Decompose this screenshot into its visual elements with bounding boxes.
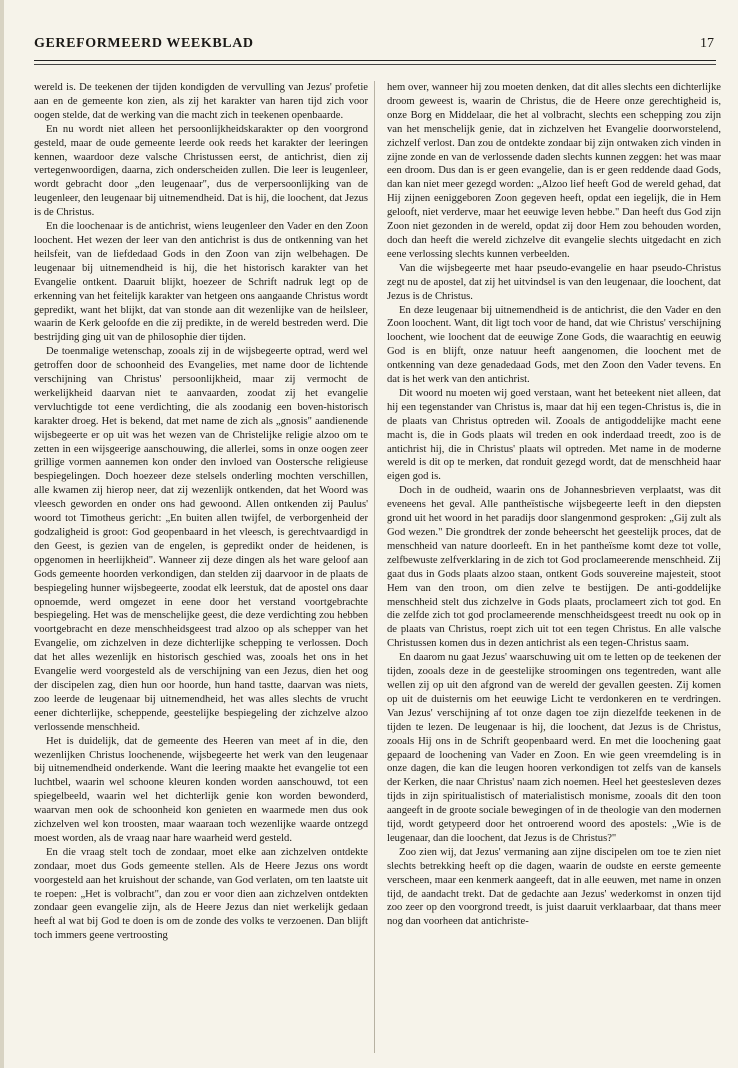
paragraph: Doch in de oudheid, waarin ons de Johannesbrieven verplaatst, was dit eveneens het geval. Alle pantheïstische wijsbegeerte leeft in den diepsten grond uit het woord in het paradijs door slangenmond gesproken: „Gij zult als God wezen." Die grondtrek der zonde beheerscht het geestelijk proces, dat de menschheid van nature doorleeft. En in het pantheïsme komt deze tot volle, zelfbewuste zelfverklaring in de zich tot God proclameerende menschheid. Zij gaat dus in Gods plaats alzoo staan, ontkent Gods souvereine majesteit, stoot Hem van den troon, om dien zelve te bestijgen. De anti-goddelijke menschheid stelt dus zichzelve in Gods plaats, proclameert zich tot god. En die zelfde zich tot god proclameerende menschheidsgeest treedt nu ook op in de plaats van Christus, roept zich uit tot een tegen Christus. En alle valsche Christussen komen dus in dezen antichrist als een tegen-Christus saam. bbox=[387, 485, 721, 650]
paragraph: En die vraag stelt toch de zondaar, moet elke aan zichzelven ontdekte zondaar, moet dus Gods gemeente stellen. Als de Heere Jezus ons wordt voorgesteld aan het kruishout der schande, van God verlaten, om ten laatste uit te roepen: „Het is volbracht", dan zou er voor dien aan zichzelven ontdekten zondaar geen evangelie zijn, als de Heere Jezus dan niet werkelijk gedaan heeft al wat bij God te doen is om de zonde des volks te verzoenen. Dan blijft toch immers geene vertroosting bbox=[34, 846, 368, 942]
paragraph: En nu wordt niet alleen het persoonlijkheidskarakter op den voorgrond gesteld, maar de oude gemeente leerde ook reeds het karakter der leeringen kennen, waardoor deze valsche Christussen eerst, de antichrist, dien zij vertegenwoordigen, daarna, zich onderscheiden zullen. Die leer is leugenleer, wordt gebracht door „den leugenaar", dus de verpersoonlijking van de leugenleer, den leugenaar bij uitnemendheid. Dat is hij, die loochent, dat Jezus is de Christus. bbox=[34, 123, 368, 219]
page-number: 17 bbox=[700, 36, 714, 51]
right-column bbox=[387, 81, 721, 1056]
paragraph: En daarom nu gaat Jezus' waarschuwing uit om te letten op de teekenen der tijden, zooals deze in de geestelijke stroomingen ons tegentreden, want alle wellen zij op uit den afgrond van de wereld der gevallen geesten. Zij komen op uit de duisternis om het eeuwige Licht te verdonkeren en te verdringen. Van Jezus' verschijning af tot onze dagen toe zijn diezelfde teekenen in de tijden te lezen. De leugenaar is hij, die loochent, dat Jezus is de Christus, zooals Hij ons in de Schrift geopenbaard werd. En met die loochening gaat gepaard de loochening van Vader en Zoon. En wie geen vreemdeling is in onze dagen, die kan die leugen hooren verkondigen tot zelfs van de kansels der Kerken, die naar Christus' naam zich noemen. Heel het geestesleven dezes tijds in zijn spiritualistisch of materialistisch monisme, zooals dit den toon aangeeft in de groote sociale bewegingen of in de theologie van den modernen tijd, wordt getypeerd door het ontroerend woord des apostels: „Wie is de leugenaar, dan die loochent, dat Jezus is de Christus?" bbox=[387, 652, 721, 844]
paragraph: wereld is. De teekenen der tijden kondigden de vervulling van Jezus' profetie aan en de gemeente kon zien, als zij het karakter van haren tijd zich voor oogen stelde, dat de werking van die macht zich in teekenen openbaarde. bbox=[34, 82, 368, 121]
paragraph: Van die wijsbegeerte met haar pseudo-evangelie en haar pseudo-Christus zegt nu de apostel, dat zij het uitvindsel is van den leugenaar, die loochent, dat Jezus is de Christus. bbox=[387, 262, 721, 302]
paragraph: Het is duidelijk, dat de gemeente des Heeren van meet af in die, den wezenlijken Christus loochenende, wijsbegeerte het werk van den leugenaar bij uitnemendheid onderkende. Want die leering maakte het evangelie tot een luchtbel, waarin wel schoone kleuren konden worden aanschouwd, tot een spiegelbeeld, waarin wel het dichterlijk genie kon worden bewonderd, waarvan men ook de schoonheid kon genieten en waarmede men dus ook zichzelven wel kon troosten, maar waaraan toch wezenlijke waarde ontzegd moest worden, als de vraag naar hare waarheid werd gesteld. bbox=[34, 735, 368, 844]
paragraph: Zoo zien wij, dat Jezus' vermaning aan zijne discipelen om toe te zien niet slechts betrekking heeft op die dagen, waarin de oudste en eerste gemeente verscheen, maar een kenmerk aangeeft, dat in alle eeuwen, met name in onzen tijd, de aandacht trekt. Dat de gedachte aan Jezus' wederkomst in onzen tijd zoo zeer op den voorgrond treedt, is juist daaruit verklaarbaar, dat thans meer nog dan voorheen dat antichriste- bbox=[387, 846, 721, 928]
page-header bbox=[34, 36, 716, 58]
paragraph: De toenmalige wetenschap, zooals zij in de wijsbegeerte optrad, werd wel getroffen door de schoonheid des Evangelies, met name door de lichtende verschijning van Christus' persoonlijkheid, maar zij vermocht de werkelijkheid daarvan niet te aanvaarden, zoodat zij het evangelie vervluchtigde tot eene verdichting, die als zoodanig een boven-historisch karakter droeg. Het is bekend, dat met name de zich als „gnosis" aandienende wijsbegeerte er op uit was het wezen van de Christelijke religie alzoo om te zetten in een wijsgeerige aanschouwing, die allerlei, soms in onze oogen zeer grillige vormen aannemen kon onder den invloed van Oostersche religieuse bespiegelingen. Doch hoezeer deze stelsels onderling mochten verschillen, alle kwamen zij hierop neer, dat zij wezenlijk ontkenden, dat het Woord was vleesch geworden en onder ons had gewoond. Allen ontkenden zij Paulus' woord tot Timotheus gericht: „En buiten allen twijfel, de verborgenheid der godzaligheid is groot: God geopenbaard in het vleesch, is gerechtvaardigd in den Geest, is gezien van de engelen, is gepredikt onder de heidenen, is opgenomen in heerlijkheid". Wanneer zij deze dingen als het ware geloof aan Gods gemeente hoorden verkondigen, dan stelden zij daarvoor in de plaats de bespiegeling hunner wijsbegeerte, zoodat elk leerstuk, dat de apostel ons daar opnoemde, werd omgezet in eene door het verstand voortgebrachte bespiegeling. Het was de menschelijke geest, die deze verdichting zou hebben voortgebracht en deze menschheidsgeest trad alzoo op als schepper van het Evangelie, om zichzelven in deze dichterlijke schepping te verlossen. Doch dat het alles wezenlijk en historisch geschied was, zooals het ons in het Evangelie werd voorgesteld als de verschijning van een Jezus, dien het oog der discipelen zag, dien hun oor hoorde, hun hand tastte, daarvan was niets, zoo leerde de leugenaar bij uitnemendheid, het was alles slechts de vrucht eener dichterlijke, scheppende, geestelijke bespiegeling der zichzelve alzoo verlossende menschheid. bbox=[34, 346, 368, 733]
paragraph: En die loochenaar is de antichrist, wiens leugenleer den Vader en den Zoon loochent. Het wezen der leer van den antichrist is dus de ontkenning van het heilsfeit, van de liefdedaad Gods in den Zoon van zijn welbehagen. De leugenaar bij uitnemendheid is hij, die het historisch karakter van het Evangelie ontkent. Daaruit blijkt, hoezeer de Schrift nadruk legt op de erkenning van het feitelijk karakter van hetgeen ons aangaande Christus wordt gepredikt, want het blijkt, dat van stonde aan dit wezenlijke van de heilsleer, waarin de Kerk geloofde en die zij predikte, in de wereld bestreden werd. Die bestrijding ging uit van de philosophie dier tijden. bbox=[34, 221, 368, 344]
paragraph: Dit woord nu moeten wij goed verstaan, want het beteekent niet alleen, dat hij een tegenstander van Christus is, maar dat hij een tegen-Christus is, die in de plaats van Christus optreden wil. Zooals de antigoddelijke macht eene macht is, die in Gods plaats wil treden en ook inderdaad treedt, zoo is de antichrist hij, die in Christus' plaats wil optreden. Met name in de moderne wereld is dit op te merken, dat ronduit gezegd wordt, dat de menschheid haar eigen god is. bbox=[387, 387, 721, 483]
header-rule-thick bbox=[34, 60, 716, 61]
left-column bbox=[34, 81, 368, 1056]
column-divider bbox=[374, 81, 375, 1053]
header-rule-thin bbox=[34, 64, 716, 65]
paragraph: En deze leugenaar bij uitnemendheid is de antichrist, die den Vader en den Zoon loochent. Want, dit ligt toch voor de hand, dat wie Christus' verschijning loochent, wie loochent dat de eeuwige Zone Gods, die waarachtig en eeuwig God is en blijft, onze natuur heeft aangenomen, die loochent met de ontkenning van deze genadedaad Gods, met den Zoon den Vader tevens. En dat is het werk van den antichrist. bbox=[387, 304, 721, 386]
publication-title: GEREFORMEERD WEEKBLAD bbox=[34, 36, 254, 51]
paragraph: hem over, wanneer hij zou moeten denken, dat dit alles slechts een dichterlijke droom geweest is, waarin de Christus, die de Heere onze gerechtigheid is, onze Borg en Middelaar, die het al volbracht, slechts een schepping zou zijn van het menschelijk genie, dat in zichzelven het Evangelie doorworstelend, zichzelf verlost. Dan zou de ontdekte zondaar bij zijn ontwaken zich vinden in zijne zonde en van de verlossende daden slechts kunnen zeggen: het was maar een droom. Dus dan is er geen evangelie, dan is er geen reddende daad Gods, dan kan niet meer gezegd worden: „Alzoo lief heeft God de wereld gehad, dat Hij zijnen eeniggeboren Zoon gegeven heeft, opdat een iegelijk, die in Hem gelooft, niet verderve, maar het eeuwige leven hebbe." Dan heeft dus God zijn Zoon niet gezonden in de wereld, opdat zij door Hem zou behouden worden, doch dan heeft die wereld zichzelve dit evangelie slechts uitgedacht en zich eene verlossing slechts kunnen verbeelden. bbox=[387, 82, 721, 260]
